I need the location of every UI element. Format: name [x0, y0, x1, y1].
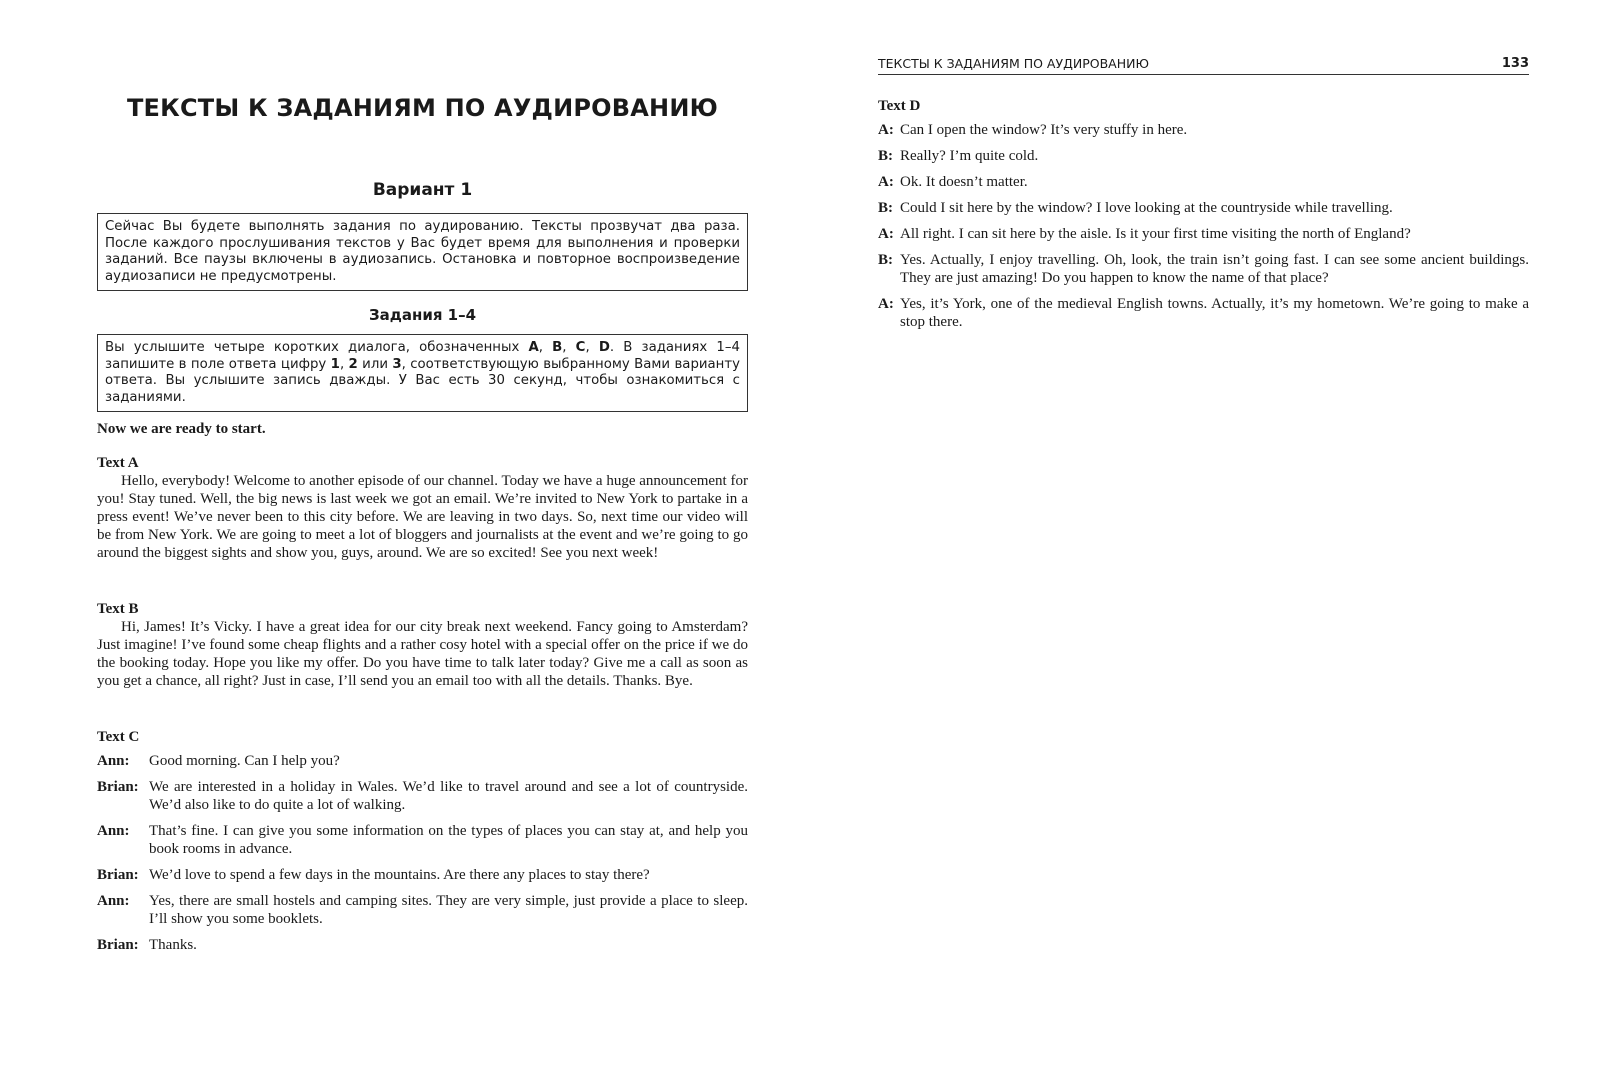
dialog-text: Yes. Actually, I enjoy travelling. Oh, look, the train isn’t going fast. I can see some ancient buildings. They are just amazing! Do you happen to know the name of that place?	[900, 252, 1529, 286]
speaker-label: A:	[878, 296, 894, 312]
text-a-section	[97, 454, 748, 562]
dialog-line	[878, 225, 1529, 243]
dialog-line	[97, 936, 748, 954]
dialog-line	[97, 752, 748, 770]
dialog-text: Could I sit here by the window? I love looking at the countryside while travelling.	[900, 200, 1393, 216]
speaker-label: B:	[878, 148, 893, 164]
dialog-text: Yes, it’s York, one of the medieval English towns. Actually, it’s my hometown. We’re going to make a stop there.	[900, 296, 1529, 330]
page-number: 133	[1501, 56, 1529, 71]
text-a-heading: Text A	[97, 455, 139, 471]
letter-b: B	[552, 340, 563, 355]
main-title: ТЕКСТЫ К ЗАДАНИЯМ ПО АУДИРОВАНИЮ	[126, 94, 718, 122]
right-page	[878, 0, 1529, 1080]
dialog-text: Thanks.	[149, 937, 197, 953]
text-b-body: Hi, James! It’s Vicky. I have a great idea for our city break next weekend. Fancy going to Amsterdam? Just imagine! I’ve found some cheap flights and a rather cosy hotel with a special offer on the price if we do the booking today. Hope you like my offer. Do you have time to talk later today? Give me a call as soon as you get a chance, all right? Just in case, I’ll send you an email too with all the details. Thanks. Bye.	[97, 619, 748, 689]
dialog-text: That’s fine. I can give you some information on the types of places you can stay at, and help you book rooms in advance.	[149, 823, 748, 857]
dialog-text: Ok. It doesn’t matter.	[900, 174, 1028, 190]
dialog-text: Yes, there are small hostels and camping sites. They are very simple, just provide a place to sleep. I’ll show you some booklets.	[149, 893, 748, 927]
separator: ,	[538, 340, 553, 355]
text-b-section	[97, 600, 748, 690]
tasks-text: . В заданиях 1–4 запишите в поле ответа цифру	[105, 340, 740, 372]
text-d-heading: Text D	[878, 98, 921, 114]
answer-number-2: 2	[348, 356, 358, 372]
running-head	[878, 56, 1529, 75]
dialog-text: Good morning. Can I help you?	[149, 753, 340, 769]
variant-title: Вариант 1	[372, 180, 473, 200]
letter-a: A	[528, 340, 539, 355]
speaker-label: A:	[878, 122, 894, 138]
text-d-section	[878, 97, 1529, 331]
dialog-line	[97, 822, 748, 858]
running-head-title: ТЕКСТЫ К ЗАДАНИЯМ ПО АУДИРОВАНИЮ	[878, 56, 1149, 71]
tasks-title: Задания 1–4	[368, 306, 477, 324]
speaker-label: Brian:	[97, 779, 139, 795]
separator: ,	[339, 356, 349, 372]
intro-instructions-box: Сейчас Вы будете выполнять задания по аудированию. Тексты прозвучат два раза. После каждого прослушивания текстов у Вас будет время для выполнения и проверки заданий. Все паузы включены в аудиозапись. Остановка и повторное воспроизведение аудиозаписи не предусмотрены.	[97, 213, 748, 291]
letter-d: D	[598, 340, 610, 355]
tasks-text: , соответствующую выбранному Вами варианту ответа. Вы услышите запись дважды. У Вас есть 30 секунд, чтобы ознакомиться с заданиями.	[105, 356, 740, 405]
speaker-label: B:	[878, 200, 893, 216]
speaker-label: Ann:	[97, 893, 130, 909]
dialog-line	[878, 199, 1529, 217]
speaker-label: Brian:	[97, 937, 139, 953]
separator: ,	[585, 340, 599, 355]
tasks-text: Вы услышите четыре коротких диалога, обозначенных	[105, 340, 529, 355]
dialog-line	[97, 866, 748, 884]
speaker-label: A:	[878, 226, 894, 242]
separator: ,	[562, 340, 576, 355]
tasks-text: или	[357, 356, 393, 372]
speaker-label: Brian:	[97, 867, 139, 883]
dialog-text: Can I open the window? It’s very stuffy in here.	[900, 122, 1188, 138]
letter-c: C	[575, 340, 586, 355]
text-c-section	[97, 728, 748, 954]
dialog-text: All right. I can sit here by the aisle. Is it your first time visiting the north of England?	[900, 226, 1411, 242]
dialog-line	[878, 147, 1529, 165]
dialog-line	[97, 778, 748, 814]
dialog-line	[878, 173, 1529, 191]
speaker-label: B:	[878, 252, 893, 268]
dialog-line	[97, 892, 748, 928]
ready-to-start: Now we are ready to start.	[97, 421, 266, 437]
speaker-label: Ann:	[97, 753, 130, 769]
answer-number-1: 1	[330, 356, 340, 372]
tasks-instructions-box	[97, 334, 748, 412]
dialog-line	[878, 295, 1529, 331]
dialog-line	[878, 251, 1529, 287]
speaker-label: Ann:	[97, 823, 130, 839]
answer-number-3: 3	[392, 356, 402, 372]
dialog-text: Really? I’m quite cold.	[900, 148, 1039, 164]
dialog-text: We are interested in a holiday in Wales. We’d like to travel around and see a lot of countryside. We’d also like to do quite a lot of walking.	[149, 779, 748, 813]
speaker-label: A:	[878, 174, 894, 190]
dialog-line	[878, 121, 1529, 139]
text-a-body: Hello, everybody! Welcome to another episode of our channel. Today we have a huge announcement for you! Stay tuned. Well, the big news is last week we got an email. We’re invited to New York to partake in a press event! We’ve never been to this city before. We are leaving in two days. So, next time our video will be from New York. We are going to meet a lot of bloggers and journalists at the event and we’re going to go around the biggest sights and show you, guys, around. We are so excited! See you next week!	[97, 473, 748, 561]
text-b-heading: Text B	[97, 601, 139, 617]
text-c-heading: Text C	[97, 729, 140, 745]
left-page	[97, 0, 748, 1080]
dialog-text: We’d love to spend a few days in the mountains. Are there any places to stay there?	[149, 867, 650, 883]
